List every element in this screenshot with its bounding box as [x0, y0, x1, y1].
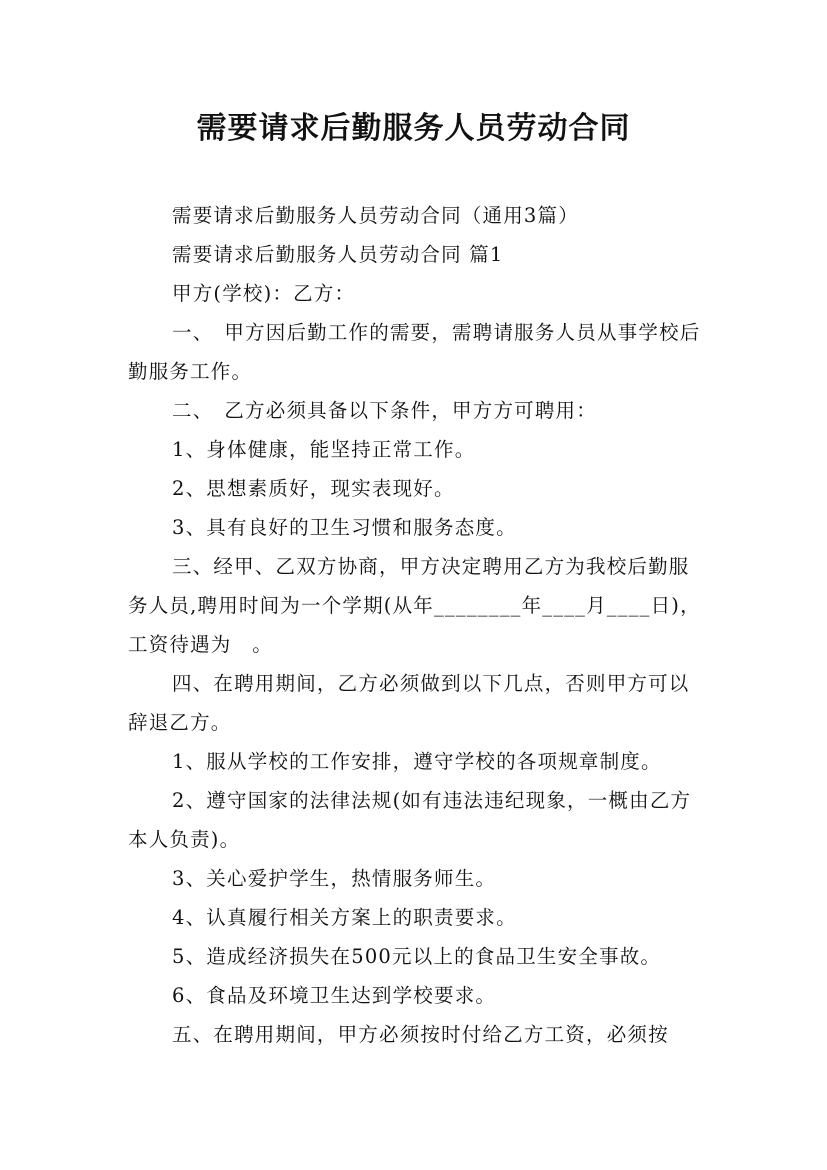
- clause-1: 一、 甲方因后勤工作的需要，需聘请服务人员从事学校后勤服务工作。: [128, 321, 701, 383]
- duty-item-4: 4、认真履行相关方案上的职责要求。: [172, 906, 517, 929]
- duty-item-6: 6、食品及环境卫生达到学校要求。: [172, 984, 497, 1007]
- condition-item-2: 2、思想素质好，现实表现好。: [172, 477, 455, 500]
- subtitle-line: 需要请求后勤服务人员劳动合同（通用3篇）: [172, 204, 579, 227]
- condition-item-3: 3、具有良好的卫生习惯和服务态度。: [172, 516, 517, 539]
- duty-item-2: 2、遵守国家的法律法规(如有违法违纪现象，一概由乙方本人负责)。: [128, 789, 692, 851]
- condition-item-1: 1、身体健康，能坚持正常工作。: [172, 438, 476, 461]
- clause-3: 三、经甲、乙双方协商，甲方决定聘用乙方为我校后勤服务人员,聘用时间为一个学期(从年________年____月____日)，工资待遇为 。: [128, 555, 701, 656]
- document-title: 需要请求后勤服务人员劳动合同: [196, 111, 631, 146]
- clause-4: 四、在聘用期间，乙方必须做到以下几点，否则甲方可以辞退乙方。: [128, 672, 690, 734]
- duty-item-5: 5、造成经济损失在500元以上的食品卫生安全事故。: [172, 945, 662, 968]
- document-body: [128, 196, 702, 1054]
- clause-5: 五、在聘用期间，甲方必须按时付给乙方工资，必须按: [172, 1023, 669, 1046]
- duty-item-3: 3、关心爱护学生，热情服务师生。: [172, 867, 497, 890]
- parties-line: 甲方(学校)：乙方：: [172, 282, 356, 305]
- clause-2: 二、 乙方必须具备以下条件，甲方方可聘用：: [172, 399, 597, 422]
- duty-item-1: 1、服从学校的工作安排，遵守学校的各项规章制度。: [172, 750, 662, 773]
- section-heading: 需要请求后勤服务人员劳动合同 篇1: [172, 243, 504, 266]
